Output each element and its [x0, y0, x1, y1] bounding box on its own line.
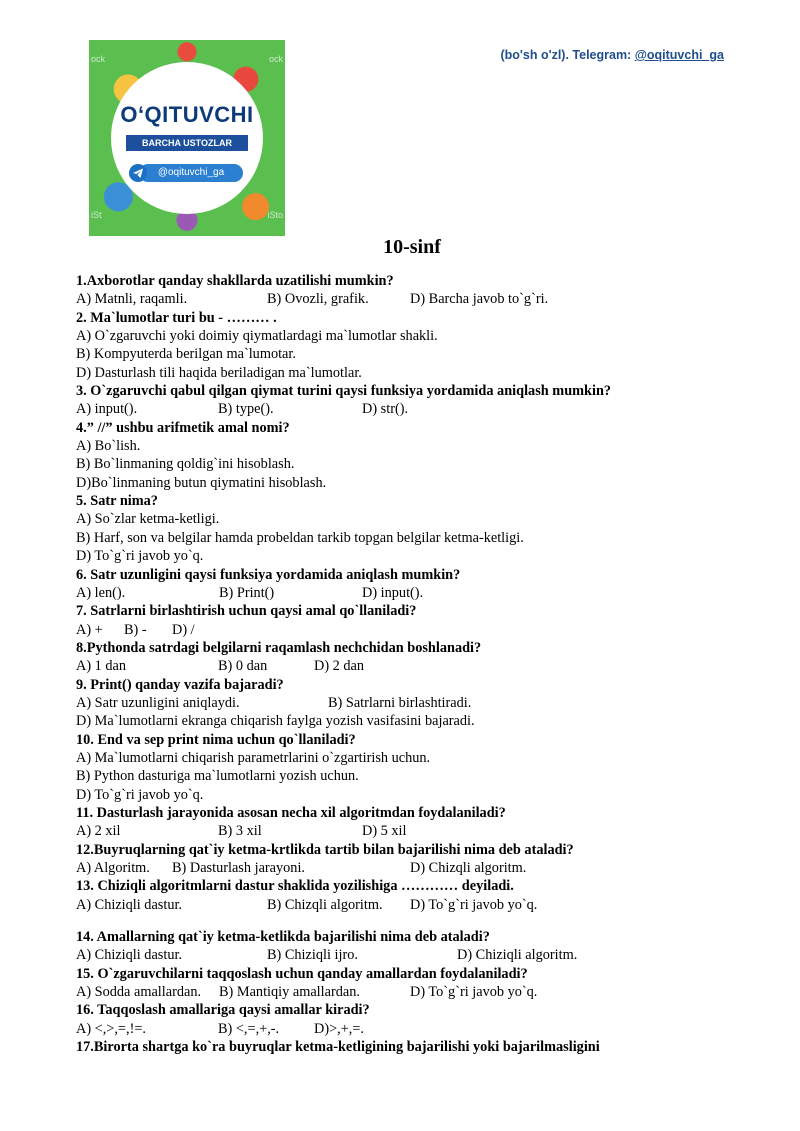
answer-row — [76, 621, 736, 639]
answer-option: D) Chiziqli algoritm. — [457, 947, 578, 964]
answer-option: A) Chiziqli dastur. — [76, 947, 183, 964]
telegram-plane-icon — [129, 164, 147, 182]
answer-option: B) Python dasturiga ma`lumotlarni yozish uchun. — [76, 768, 359, 785]
answer-option: B) Mantiqiy amallardan. — [219, 984, 360, 1001]
answer-option: A) Chiziqli dastur. — [76, 896, 183, 913]
question-11: 11. Dasturlash jarayonida asosan necha xil algoritmdan foydalaniladi? — [76, 804, 506, 821]
answer-option: A) + — [76, 621, 103, 638]
logo-watermark: iSto — [267, 210, 283, 220]
telegram-link[interactable]: @oqituvchi_ga — [634, 48, 724, 62]
logo — [89, 40, 285, 236]
answer-option: D)Bo`linmaning butun qiymatini hisoblash. — [76, 474, 327, 491]
question-16: 16. Taqqoslash amallariga qaysi amallar kiradi? — [76, 1002, 370, 1019]
answer-option: D) 2 dan — [314, 658, 365, 675]
question-17: 17.Birorta shartga ko`ra buyruqlar ketma-ketligining bajarilishi yoki bajarilmasligini — [76, 1039, 600, 1056]
question-4: 4.” //” ushbu arifmetik amal nomi? — [76, 419, 290, 436]
answer-option: B) 0 dan — [218, 658, 268, 675]
answer-option: A) Bo`lish. — [76, 438, 141, 455]
answer-option: D)>,+,=. — [314, 1020, 364, 1037]
question-13: 13. Chiziqli algoritmlarni dastur shaklida yozilishiga ………… deyiladi. — [76, 878, 514, 895]
answer-option: B) Bo`linmaning qoldig`ini hisoblash. — [76, 456, 295, 473]
answer-option: D) Barcha javob to`g`ri. — [410, 291, 549, 308]
answer-option: B) Kompyuterda berilgan ma`lumotar. — [76, 346, 296, 363]
answer-row — [76, 657, 736, 675]
answer-option: A) 1 dan — [76, 658, 127, 675]
answer-option: B) Satrlarni birlashtiradi. — [328, 694, 472, 711]
answer-option: B) Harf, son va belgilar hamda probeldan tarkib topgan belgilar ketma-ketligi. — [76, 529, 524, 546]
logo-subtitle: BARCHA USTOZLAR UCHUN — [126, 135, 248, 151]
header-note — [501, 48, 725, 62]
question-2: 2. Ma`lumotlar turi bu - ……… . — [76, 309, 277, 326]
answer-option: D) Ma`lumotlarni ekranga chiqarish faylga yozish vasifasini bajaradi. — [76, 713, 475, 730]
answer-option: D) Chizqli algoritm. — [410, 860, 527, 876]
answer-option: B) type(). — [218, 401, 274, 418]
answer-option: B) Print() — [219, 584, 275, 601]
answer-option: D) To`g`ri javob yo`q. — [410, 984, 538, 1001]
answer-row — [76, 400, 736, 418]
answer-option: B) 3 xil — [218, 823, 262, 840]
answer-option: A) Sodda amallardan. — [76, 984, 202, 1001]
question-15: 15. O`zgaruvchilarni taqqoslash uchun qanday amallardan foydalaniladi? — [76, 965, 528, 982]
answer-row — [76, 859, 736, 877]
question-14: 14. Amallarning qat`iy ketma-ketlikda bajarilishi nima deb ataladi? — [76, 929, 490, 946]
answer-option: D) To`g`ri javob yo`q. — [410, 896, 538, 913]
answer-option: A) <,>,=,!=. — [76, 1020, 146, 1037]
answer-row — [76, 822, 736, 840]
answer-row — [76, 694, 736, 712]
question-9: 9. Print() qanday vazifa bajaradi? — [76, 676, 284, 693]
logo-handle: @oqituvchi_ga — [139, 164, 243, 182]
answer-option: D) input(). — [362, 584, 424, 601]
logo-watermark: ock — [91, 54, 106, 64]
answer-option: D) 5 xil — [362, 823, 407, 840]
logo-title: O‘QITUVCHI — [120, 102, 254, 127]
answer-option: B) - — [124, 621, 147, 638]
spacer — [76, 914, 736, 928]
answer-option: B) Chizqli algoritm. — [267, 896, 383, 913]
answer-option: D) Dasturlash tili haqida beriladigan ma`lumotlar. — [76, 364, 362, 381]
answer-option: B) Dasturlash jarayoni. — [172, 860, 306, 876]
question-10: 10. End va sep print nima uchun qo`llaniladi? — [76, 731, 356, 748]
question-5: 5. Satr nima? — [76, 493, 158, 510]
answer-option: A) len(). — [76, 584, 126, 601]
answer-option: B) Ovozli, grafik. — [267, 291, 369, 308]
question-7: 7. Satrlarni birlashtirish uchun qaysi amal qo`llaniladi? — [76, 603, 417, 620]
answer-option: A) Ma`lumotlarni chiqarish parametrlarini o`zgartirish uchun. — [76, 749, 431, 766]
answer-option: A) Algoritm. — [76, 860, 150, 876]
answer-option: D) To`g`ri javob yo`q. — [76, 786, 204, 803]
answer-option: A) 2 xil — [76, 823, 121, 840]
answer-row — [76, 983, 736, 1001]
question-6: 6. Satr uzunligini qaysi funksiya yordamida aniqlash mumkin? — [76, 566, 461, 583]
logo-watermark: ock — [268, 54, 283, 64]
answer-row — [76, 946, 736, 964]
answer-option: A) O`zgaruvchi yoki doimiy qiymatlardagi ma`lumotlar shakli. — [76, 328, 438, 345]
answer-option: A) Satr uzunligini aniqlaydi. — [76, 694, 240, 711]
answer-option: A) So`zlar ketma-ketligi. — [76, 511, 220, 528]
answer-row — [76, 896, 736, 914]
answer-option: B) <,=,+,-. — [218, 1020, 280, 1037]
answer-row — [76, 584, 736, 602]
answer-row — [76, 290, 736, 308]
answer-option: D) To`g`ri javob yo`q. — [76, 548, 204, 565]
header-note-prefix: (bo'sh o'zl). Telegram: — [500, 48, 635, 62]
logo-watermark: iSt — [91, 210, 102, 220]
document-title: 10-sinf — [383, 236, 441, 258]
question-12: 12.Buyruqlarning qat`iy ketma-krtlikda tartib bilan bajarilishi nima deb ataladi? — [76, 841, 574, 858]
answer-option: D) str(). — [362, 401, 409, 418]
answer-option: D) / — [172, 621, 195, 638]
answer-option: A) Matnli, raqamli. — [76, 291, 188, 308]
answer-option: B) Chiziqli ijro. — [267, 947, 358, 964]
question-3: 3. O`zgaruvchi qabul qilgan qiymat turini qaysi funksiya yordamida aniqlash mumkin? — [76, 383, 612, 400]
question-1: 1.Axborotlar qanday shakllarda uzatilishi mumkin? — [76, 273, 394, 289]
test-content — [76, 272, 736, 1056]
answer-row — [76, 1020, 736, 1038]
answer-option: A) input(). — [76, 401, 138, 418]
question-8: 8.Pythonda satrdagi belgilarni raqamlash nechchidan boshlanadi? — [76, 639, 482, 656]
